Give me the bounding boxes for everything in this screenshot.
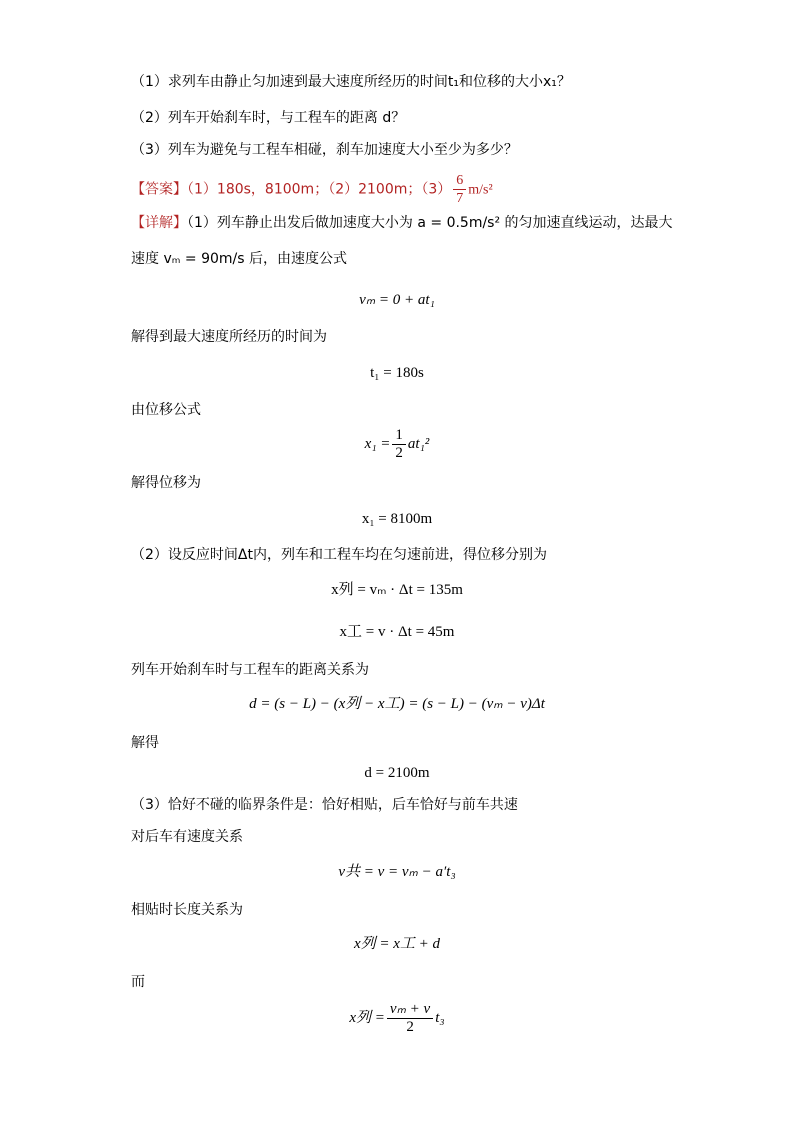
question-1: （1）求列车由静止匀加速到最大速度所经历的时间t₁和位移的大小x₁？ [131, 74, 571, 90]
answer-label: 【答案】 [131, 181, 187, 198]
answer-frac-num: 6 [453, 172, 466, 190]
eq3-den: 2 [395, 445, 403, 462]
eq11-fraction [387, 1001, 433, 1036]
detail-text-3: 由位移公式 [131, 402, 201, 418]
detail-text-6: 列车开始刹车时与工程车的距离关系为 [131, 662, 369, 678]
answer-fraction [453, 172, 466, 207]
detail-text-1: （1）列车静止出发后做加速度大小为 a = 0.5m/s² 的匀加速直线运动，达最大 [187, 215, 673, 231]
equation-common-velocity: v共 = v = vₘ − a′t₃ [338, 864, 456, 880]
answer-unit: m/s² [468, 182, 493, 198]
question-2: （2）列车开始刹车时，与工程车的距离 d？ [131, 110, 406, 126]
question-3: （3）列车为避免与工程车相碰，刹车加速度大小至少为多少？ [131, 142, 518, 158]
detail-text-9: 对后车有速度关系 [131, 829, 243, 845]
detail-label: 【详解】 [131, 215, 187, 231]
equation-displacement [0, 426, 794, 462]
equation-distance-result: d = 2100m [364, 765, 430, 781]
detail-text-5: （2）设反应时间Δt内，列车和工程车均在匀速前进，得位移分别为 [131, 547, 547, 563]
answer-frac-den: 7 [456, 191, 464, 206]
detail-line-1 [131, 213, 673, 233]
equation-velocity: vₘ = 0 + at₁ [359, 292, 435, 308]
eq3-fraction [392, 427, 406, 462]
detail-text-8: （3）恰好不碰的临界条件是：恰好相贴，后车恰好与前车共速 [131, 797, 518, 813]
eq3-right: at₁² [407, 436, 430, 452]
detail-line-2: 速度 vₘ = 90m/s 后，由速度公式 [131, 251, 348, 267]
equation-worktrain-displacement: x工 = v · Δt = 45m [339, 624, 455, 640]
eq11-left: x列 = [349, 1010, 385, 1026]
eq11-right: t₃ [435, 1010, 445, 1026]
detail-text-4: 解得位移为 [131, 475, 201, 491]
equation-length-relation: x列 = x工 + d [353, 936, 441, 952]
detail-text-2: 解得到最大速度所经历的时间为 [131, 329, 327, 345]
equation-distance-relation: d = (s − L) − (x列 − x工) = (s − L) − (vₘ − v)Δt [249, 696, 545, 712]
eq3-num: 1 [392, 427, 406, 445]
answer-text: （1）180s，8100m；（2）2100m；（3） [187, 181, 452, 198]
eq11-num: vₘ + v [387, 1001, 433, 1019]
detail-text-7: 解得 [131, 735, 159, 751]
eq11-den: 2 [406, 1019, 414, 1036]
equation-average-velocity [0, 1000, 794, 1036]
equation-time: t₁ = 180s [370, 365, 424, 381]
equation-train-displacement: x列 = vₘ · Δt = 135m [331, 582, 463, 598]
detail-text-10: 相贴时长度关系为 [131, 902, 243, 918]
detail-text-11: 而 [131, 974, 145, 990]
equation-displacement-result: x₁ = 8100m [361, 511, 433, 527]
eq3-left: x₁ = [364, 436, 391, 452]
answer-line [131, 172, 493, 207]
